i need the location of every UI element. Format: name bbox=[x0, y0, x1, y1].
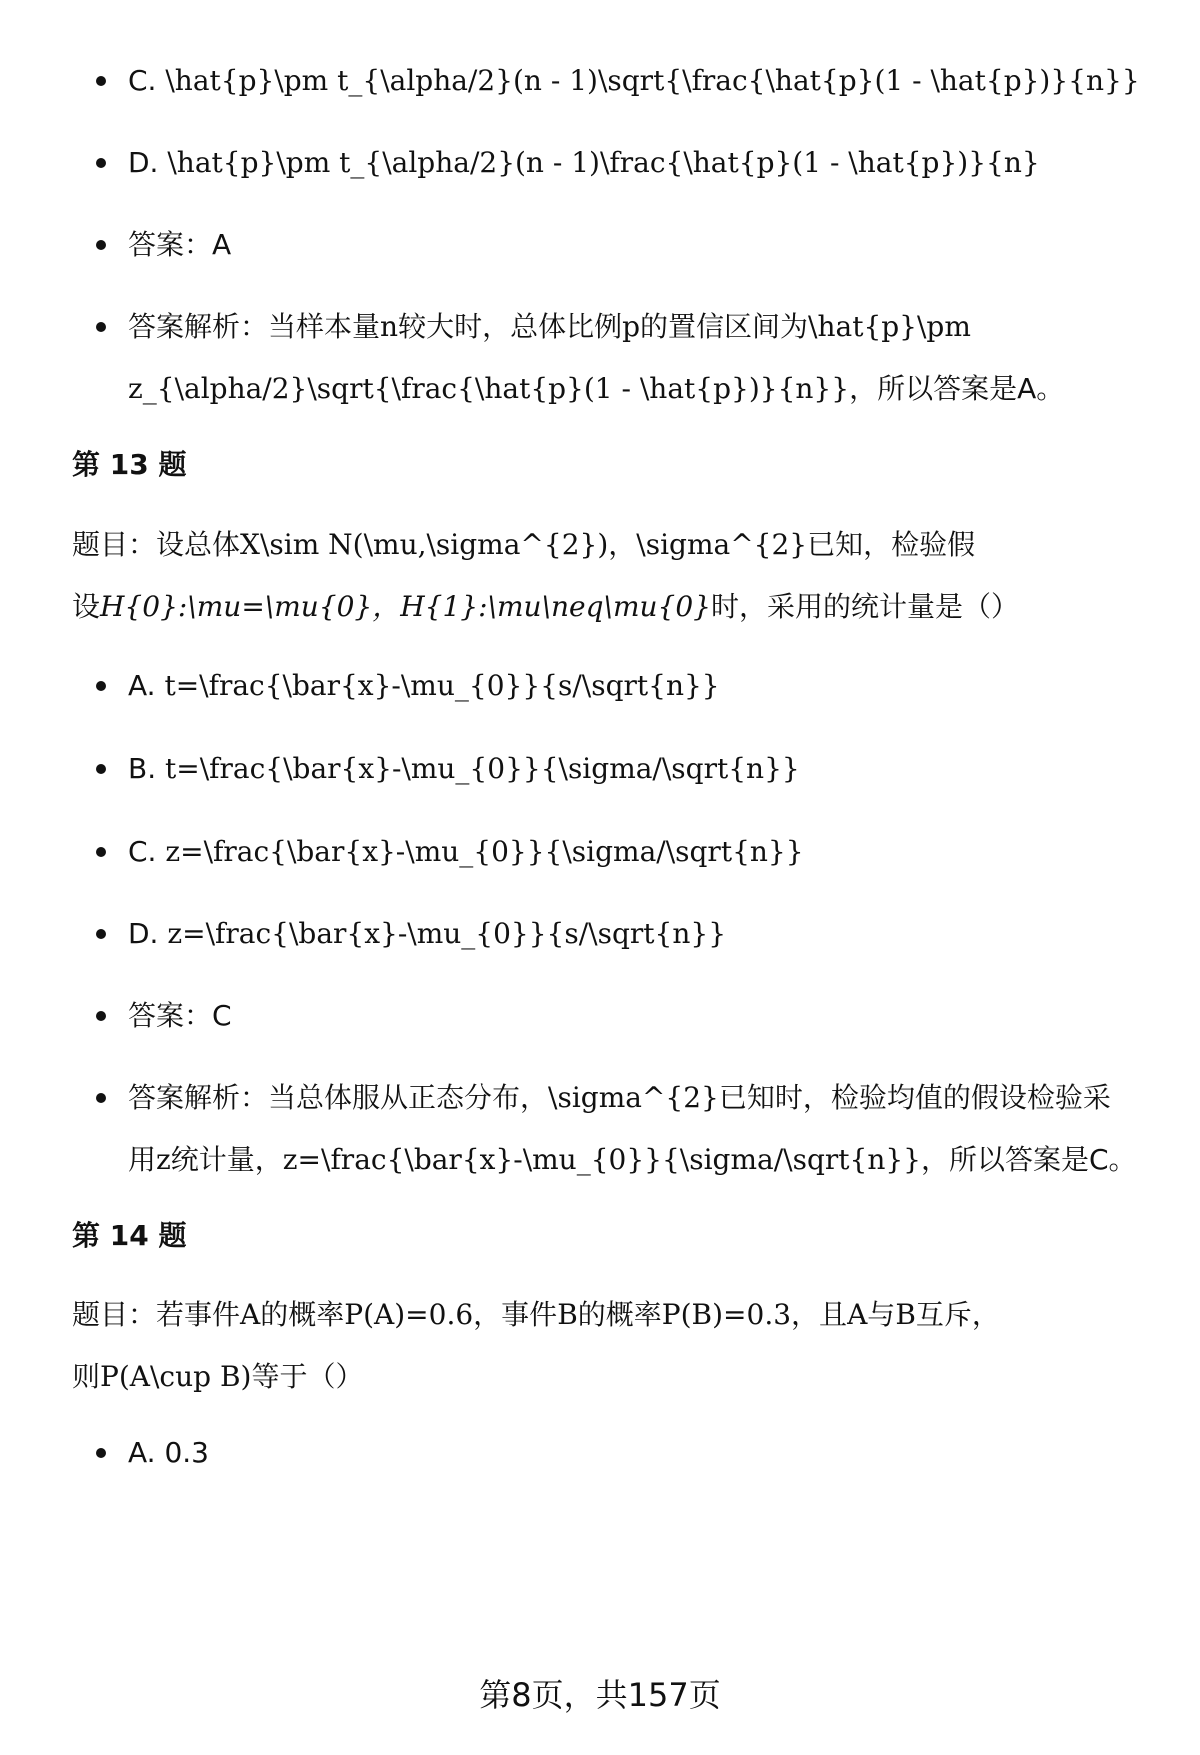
bullet-dot bbox=[96, 847, 106, 857]
q12-option-d bbox=[128, 132, 1140, 194]
stem-text: 的概率 bbox=[577, 1298, 662, 1331]
answer-text: 答案：A bbox=[128, 228, 232, 261]
bullet-dot bbox=[96, 1448, 106, 1458]
stem-var: B bbox=[557, 1298, 578, 1331]
q12-analysis bbox=[128, 296, 1140, 420]
q13-stem bbox=[72, 514, 1140, 638]
q14-stem bbox=[72, 1284, 1140, 1408]
analysis-text: 较大时，总体比例 bbox=[398, 310, 623, 343]
stem-text: 则 bbox=[72, 1360, 101, 1393]
analysis-formula: z_{\alpha/2}\sqrt{\frac{\hat{p}(1 - \hat{p})}{n}} bbox=[128, 372, 850, 405]
option-label: B. bbox=[128, 752, 166, 785]
analysis-text: ，所以答案是A。 bbox=[849, 372, 1065, 405]
stem-formula: X\sim N(\mu,\sigma^{2}) bbox=[240, 528, 609, 561]
stem-text: 题目：设总体 bbox=[72, 528, 241, 561]
stem-var: A bbox=[847, 1298, 868, 1331]
bullet-dot bbox=[96, 681, 106, 691]
stem-text: 与 bbox=[867, 1298, 896, 1331]
option-label: C. bbox=[128, 835, 166, 868]
page-footer: 第8页，共157页 bbox=[479, 1676, 721, 1714]
stem-text: ， bbox=[608, 528, 637, 561]
analysis-var: p bbox=[622, 310, 641, 343]
q14-option-a bbox=[128, 1422, 1140, 1484]
analysis-text: 答案解析：当样本量 bbox=[128, 310, 381, 343]
bullet-dot bbox=[96, 158, 106, 168]
stem-text: 的概率 bbox=[260, 1298, 345, 1331]
bullet-dot bbox=[96, 929, 106, 939]
stem-text: ，事件 bbox=[473, 1298, 558, 1331]
analysis-formula: \sigma^{2} bbox=[548, 1081, 719, 1114]
stem-var: B bbox=[895, 1298, 916, 1331]
q12-answer bbox=[128, 214, 1140, 276]
option-formula: z=\frac{\bar{x}-\mu_{0}}{s/\sqrt{n}} bbox=[167, 917, 727, 950]
option-formula: t=\frac{\bar{x}-\mu_{0}}{s/\sqrt{n}} bbox=[164, 669, 720, 702]
analysis-formula: \hat{p}\pm bbox=[808, 310, 971, 343]
option-formula: z=\frac{\bar{x}-\mu_{0}}{\sigma/\sqrt{n}} bbox=[165, 835, 804, 868]
option-formula: \hat{p}\pm t_{\alpha/2}(n - 1)\frac{\hat{p}(1 - \hat{p})}{n} bbox=[167, 146, 1040, 179]
analysis-text: 已知时，检验均值的假设检验采 bbox=[718, 1081, 1111, 1114]
bullet-dot bbox=[96, 240, 106, 250]
option-label: C. bbox=[128, 64, 166, 97]
analysis-var: z bbox=[156, 1143, 171, 1176]
bullet-dot bbox=[96, 76, 106, 86]
analysis-text: ，所以答案是C。 bbox=[921, 1143, 1137, 1176]
analysis-text: 答案解析：当总体服从正态分布， bbox=[128, 1081, 549, 1114]
stem-text: 设 bbox=[72, 590, 101, 623]
stem-text: 互斥， bbox=[915, 1298, 1000, 1331]
bullet-dot bbox=[96, 1093, 106, 1103]
stem-text: 等于（） bbox=[251, 1360, 364, 1393]
q13-option-c bbox=[128, 821, 1140, 883]
stem-formula: P(B)=0.3 bbox=[661, 1298, 792, 1331]
q13-option-d bbox=[128, 903, 1140, 965]
analysis-text: 统计量， bbox=[170, 1143, 283, 1176]
stem-text: 时，采用的统计量是（） bbox=[711, 590, 1020, 623]
stem-formula: P(A)=0.6 bbox=[344, 1298, 474, 1331]
q12-option-c bbox=[128, 50, 1140, 112]
bullet-dot bbox=[96, 322, 106, 332]
option-label: A. 0.3 bbox=[128, 1436, 209, 1469]
stem-text: 已知，检验假 bbox=[807, 528, 976, 561]
option-formula: \hat{p}\pm t_{\alpha/2}(n - 1)\sqrt{\frac{\hat{p}(1 - \hat{p})}{n}} bbox=[165, 64, 1140, 97]
analysis-formula: z=\frac{\bar{x}-\mu_{0}}{\sigma/\sqrt{n}} bbox=[282, 1143, 921, 1176]
q13-analysis bbox=[128, 1067, 1140, 1191]
question-title: 第 14 题 bbox=[72, 1219, 187, 1252]
stem-text: 题目：若事件 bbox=[72, 1298, 241, 1331]
stem-var: A bbox=[240, 1298, 261, 1331]
q13-option-a bbox=[128, 655, 1140, 717]
option-label: A. bbox=[128, 669, 165, 702]
q13-answer bbox=[128, 985, 1140, 1047]
bullet-dot bbox=[96, 1011, 106, 1021]
stem-formula: \sigma^{2} bbox=[636, 528, 808, 561]
answer-text: 答案：C bbox=[128, 999, 232, 1032]
option-label: D. bbox=[128, 146, 168, 179]
stem-text: ，且 bbox=[791, 1298, 848, 1331]
bullet-dot bbox=[96, 764, 106, 774]
question-title: 第 13 题 bbox=[72, 448, 187, 481]
option-label: D. bbox=[128, 917, 168, 950]
stem-formula: H{0}:\mu=\mu{0}，H{1}:\mu\neq\mu{0} bbox=[100, 590, 711, 623]
option-formula: t=\frac{\bar{x}-\mu_{0}}{\sigma/\sqrt{n}} bbox=[165, 752, 800, 785]
analysis-text: 用 bbox=[128, 1143, 157, 1176]
stem-formula: P(A\cup B) bbox=[100, 1360, 252, 1393]
q13-option-b bbox=[128, 738, 1140, 800]
analysis-var: n bbox=[380, 310, 399, 343]
analysis-text: 的置信区间为 bbox=[640, 310, 809, 343]
